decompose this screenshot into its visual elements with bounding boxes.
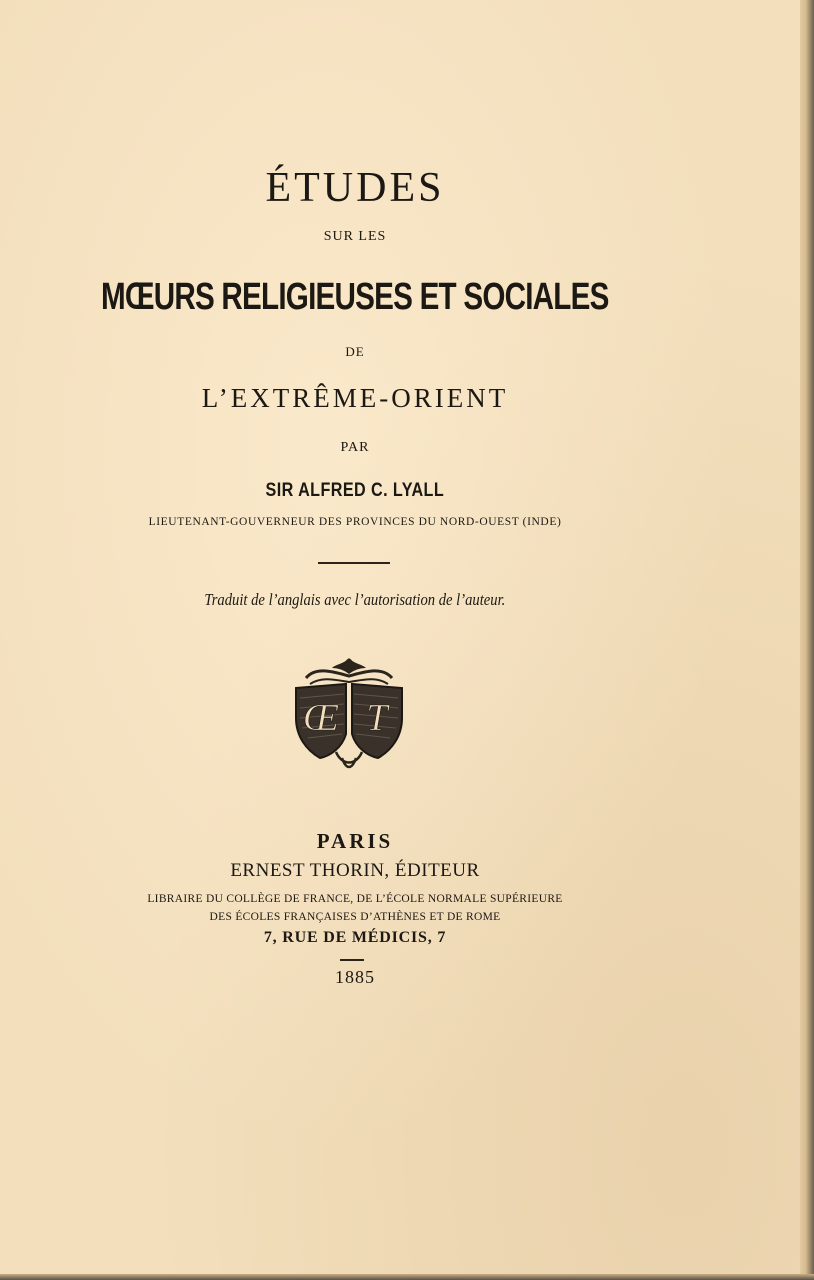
imprint-city: PARIS [316, 829, 394, 853]
divider-rule [318, 562, 390, 564]
imprint-ecoles: DES ÉCOLES FRANÇAISES D’ATHÈNES ET DE ROME [209, 911, 501, 923]
imprint-address: 7, RUE DE MÉDICIS, 7 [263, 929, 447, 946]
author-title: LIEUTENANT-GOUVERNEUR DES PROVINCES DU NORD-OUEST (INDE) [148, 516, 562, 528]
page-edge [800, 0, 814, 1280]
imprint-publisher: ERNEST THORIN, ÉDITEUR [230, 860, 480, 881]
title-etudes: ÉTUDES [265, 165, 445, 211]
imprint-libraire: LIBRAIRE DU COLLÈGE DE FRANCE, DE L’ÉCOLE NORMALE SUPÉRIEURE [147, 893, 563, 905]
title-de: DE [345, 344, 365, 359]
imprint-rule [340, 959, 364, 961]
title-moeurs: MŒURS RELIGIEUSES ET SOCIALES [100, 276, 609, 318]
svg-text:Œ: Œ [303, 697, 339, 739]
title-sur-les: SUR LES [323, 229, 387, 244]
author-name: SIR ALFRED C. LYALL [265, 480, 445, 501]
svg-text:T: T [366, 697, 388, 739]
title-extreme-orient: L’EXTRÊME-ORIENT [201, 383, 509, 413]
translation-note: Traduit de l’anglais avec l’autorisation de l’auteur. [204, 590, 506, 609]
page-edge-bottom [0, 1274, 814, 1280]
imprint-year: 1885 [335, 967, 375, 987]
publisher-monogram-icon [286, 654, 412, 772]
author-par: PAR [340, 440, 370, 455]
